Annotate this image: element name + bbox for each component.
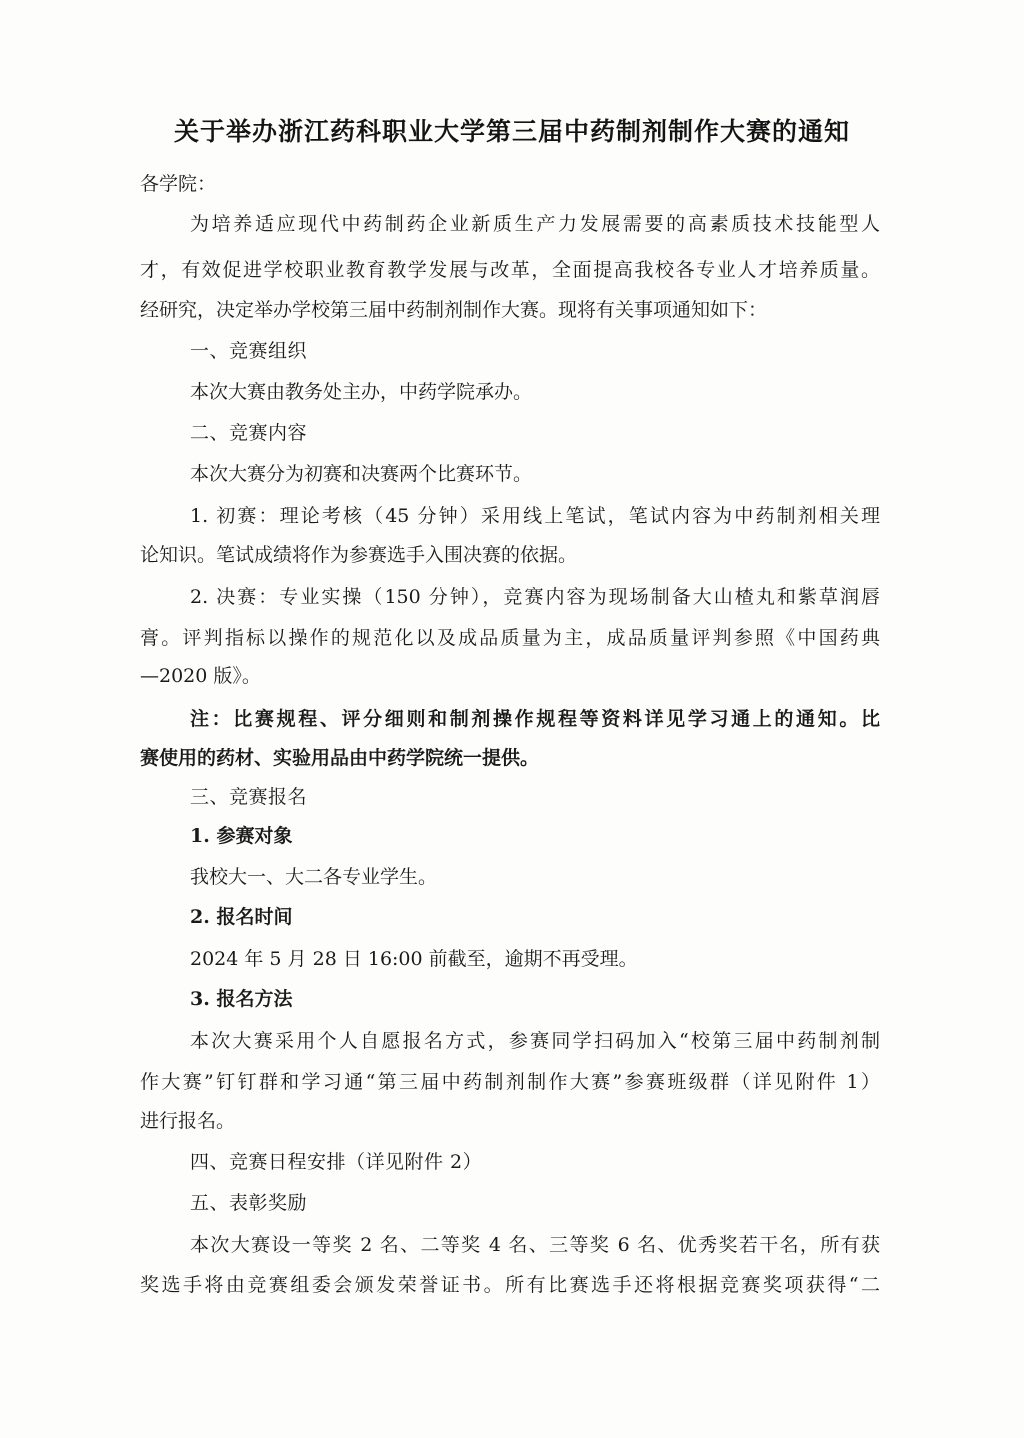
section2-item2-line-3: —2020 版》。: [140, 665, 261, 687]
section2-item1-line-2: 论知识。笔试成绩将作为参赛选手入围决赛的依据。: [140, 544, 578, 566]
intro-line-3: 经研究，决定举办学校第三届中药制剂制作大赛。现将有关事项通知如下：: [140, 299, 768, 321]
section2-item2-line-1: 2. 决赛：专业实操（150 分钟），竞赛内容为现场制备大山楂丸和紫草润唇: [190, 586, 880, 608]
section3-sub3-heading: 3. 报名方法: [190, 988, 293, 1010]
section5-line-2: 奖选手将由竞赛组委会颁发荣誉证书。所有比赛选手还将根据竞赛奖项获得“二: [140, 1274, 880, 1296]
section3-sub1-heading: 1. 参赛对象: [190, 825, 293, 847]
section5-heading: 五、表彰奖励: [190, 1192, 308, 1214]
section2-item1-line-1: 1. 初赛：理论考核（45 分钟）采用线上笔试，笔试内容为中药制剂相关理: [190, 505, 880, 527]
section2-item2-line-2: 膏。评判指标以操作的规范化以及成品质量为主，成品质量评判参照《中国药典: [140, 627, 880, 649]
intro-line-2: 才，有效促进学校职业教育教学发展与改革，全面提高我校各专业人才培养质量。: [140, 259, 880, 281]
section2-heading: 二、竞赛内容: [190, 422, 308, 444]
section3-sub3-line-1: 本次大赛采用个人自愿报名方式，参赛同学扫码加入“校第三届中药制剂制: [190, 1030, 880, 1052]
section2-note-line-1: 注：比赛规程、评分细则和制剂操作规程等资料详见学习通上的通知。比: [190, 708, 880, 730]
intro-line-1: 为培养适应现代中药制药企业新质生产力发展需要的高素质技术技能型人: [190, 213, 880, 235]
section4-heading: 四、竞赛日程安排（详见附件 2）: [190, 1151, 483, 1173]
document-title: 关于举办浙江药科职业大学第三届中药制剂制作大赛的通知: [173, 117, 850, 146]
section2-body: 本次大赛分为初赛和决赛两个比赛环节。: [190, 463, 533, 485]
section3-sub3-line-3: 进行报名。: [140, 1110, 236, 1132]
section1-heading: 一、竞赛组织: [190, 340, 308, 362]
salutation: 各学院：: [140, 173, 217, 195]
section3-heading: 三、竞赛报名: [190, 786, 308, 808]
section3-sub2-body: 2024 年 5 月 28 日 16:00 前截至，逾期不再受理。: [190, 948, 638, 970]
section1-body: 本次大赛由教务处主办，中药学院承办。: [190, 381, 533, 403]
section3-sub3-line-2: 作大赛”钉钉群和学习通“第三届中药制剂制作大赛”参赛班级群（详见附件 1）: [140, 1071, 880, 1093]
section5-line-1: 本次大赛设一等奖 2 名、二等奖 4 名、三等奖 6 名、优秀奖若干名，所有获: [190, 1234, 880, 1256]
section3-sub1-body: 我校大一、大二各专业学生。: [190, 866, 438, 888]
section2-note-line-2: 赛使用的药材、实验用品由中药学院统一提供。: [140, 747, 540, 769]
section3-sub2-heading: 2. 报名时间: [190, 906, 293, 928]
